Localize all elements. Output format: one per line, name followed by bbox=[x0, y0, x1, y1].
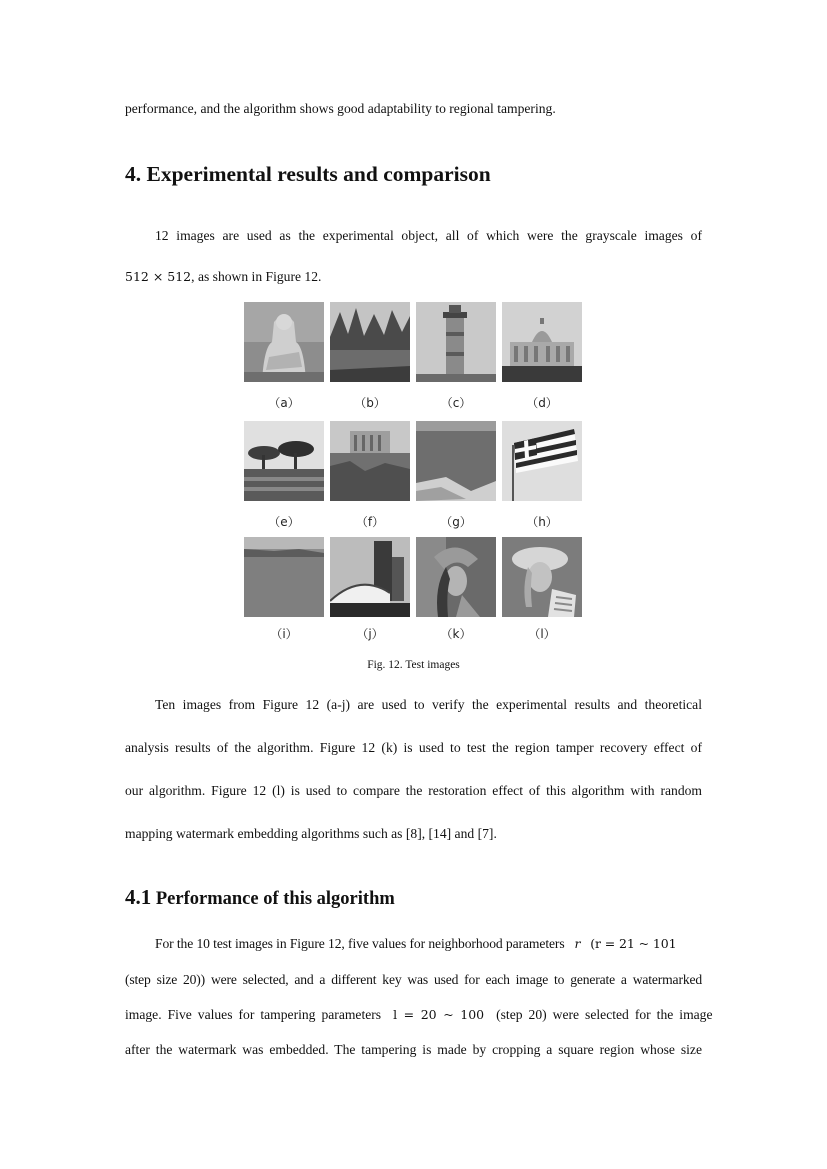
paragraph-line bbox=[125, 1006, 713, 1024]
figure-label-j: （j） bbox=[356, 627, 384, 641]
paragraph-line: (step size 20)) were selected, and a different key was used for each image to generate a watermarked bbox=[125, 972, 702, 987]
variable-r: r bbox=[574, 936, 581, 951]
figure-label-g: （g） bbox=[440, 515, 472, 529]
carryover-text-line: performance, and the algorithm shows good adaptability to regional tampering. bbox=[125, 101, 556, 116]
paragraph-text: (step 20) were selected for the image bbox=[496, 1007, 713, 1022]
test-image-k-lena bbox=[416, 537, 496, 617]
figure-label-c: （c） bbox=[440, 396, 472, 410]
paragraph-line: Ten images from Figure 12 (a-j) are used to verify the experimental results and theoretical bbox=[155, 697, 702, 712]
figure-label-l: （l） bbox=[528, 627, 556, 641]
paragraph-line: analysis results of the algorithm. Figure 12 (k) is used to test the region tamper recovery effect of bbox=[125, 740, 702, 755]
subsection-title: Performance of this algorithm bbox=[151, 889, 395, 909]
test-image-j-modern-building bbox=[330, 537, 410, 617]
test-image-c-lighthouse bbox=[416, 302, 496, 382]
paragraph-text: image. Five values for tampering parameters bbox=[125, 1007, 382, 1022]
test-image-h-greek-flag bbox=[502, 421, 582, 501]
test-image-b-forest-lake bbox=[330, 302, 410, 382]
figure-caption: Fig. 12. Test images bbox=[367, 659, 460, 671]
neighborhood-range-math: (r = 21 ~ 101 bbox=[590, 936, 677, 951]
paragraph-text: For the 10 test images in Figure 12, five values for neighborhood parameters bbox=[155, 936, 565, 951]
paragraph-text: , as shown in Figure 12. bbox=[191, 269, 322, 284]
paragraph-line: our algorithm. Figure 12 (l) is used to compare the restoration effect of this algorithm with random bbox=[125, 783, 702, 798]
figure-label-h: （h） bbox=[526, 515, 558, 529]
figure-label-k: （k） bbox=[440, 627, 472, 641]
test-image-l-woman-hat bbox=[502, 537, 582, 617]
paragraph-line: after the watermark was embedded. The tampering is made by cropping a square region whose size bbox=[125, 1042, 702, 1057]
test-image-f-monument-ruins bbox=[330, 421, 410, 501]
tamper-range-math: l = 20 ~ 100 bbox=[393, 1007, 485, 1022]
figure-label-e: （e） bbox=[268, 515, 300, 529]
paragraph-line bbox=[125, 268, 702, 286]
subsection-heading-4-1 bbox=[125, 884, 395, 912]
test-image-i-lake bbox=[244, 537, 324, 617]
figure-label-i: （i） bbox=[270, 627, 298, 641]
figure-label-d: （d） bbox=[526, 396, 558, 410]
test-image-e-ruins-trees bbox=[244, 421, 324, 501]
paragraph-line bbox=[155, 935, 702, 953]
subsection-number: 4.1 bbox=[125, 885, 152, 909]
section-heading-4: 4. Experimental results and comparison bbox=[125, 162, 491, 186]
paragraph-line: 12 images are used as the experimental object, all of which were the grayscale images of bbox=[155, 228, 702, 243]
test-image-g-coastline bbox=[416, 421, 496, 501]
test-image-d-basilica bbox=[502, 302, 582, 382]
paragraph-line: mapping watermark embedding algorithms such as [8], [14] and [7]. bbox=[125, 826, 497, 841]
image-size-math: 512 × 512 bbox=[125, 269, 192, 284]
figure-label-b: （b） bbox=[354, 396, 386, 410]
test-image-a-statue bbox=[244, 302, 324, 382]
figure-label-f: （f） bbox=[355, 515, 385, 529]
figure-label-a: （a） bbox=[268, 396, 300, 410]
